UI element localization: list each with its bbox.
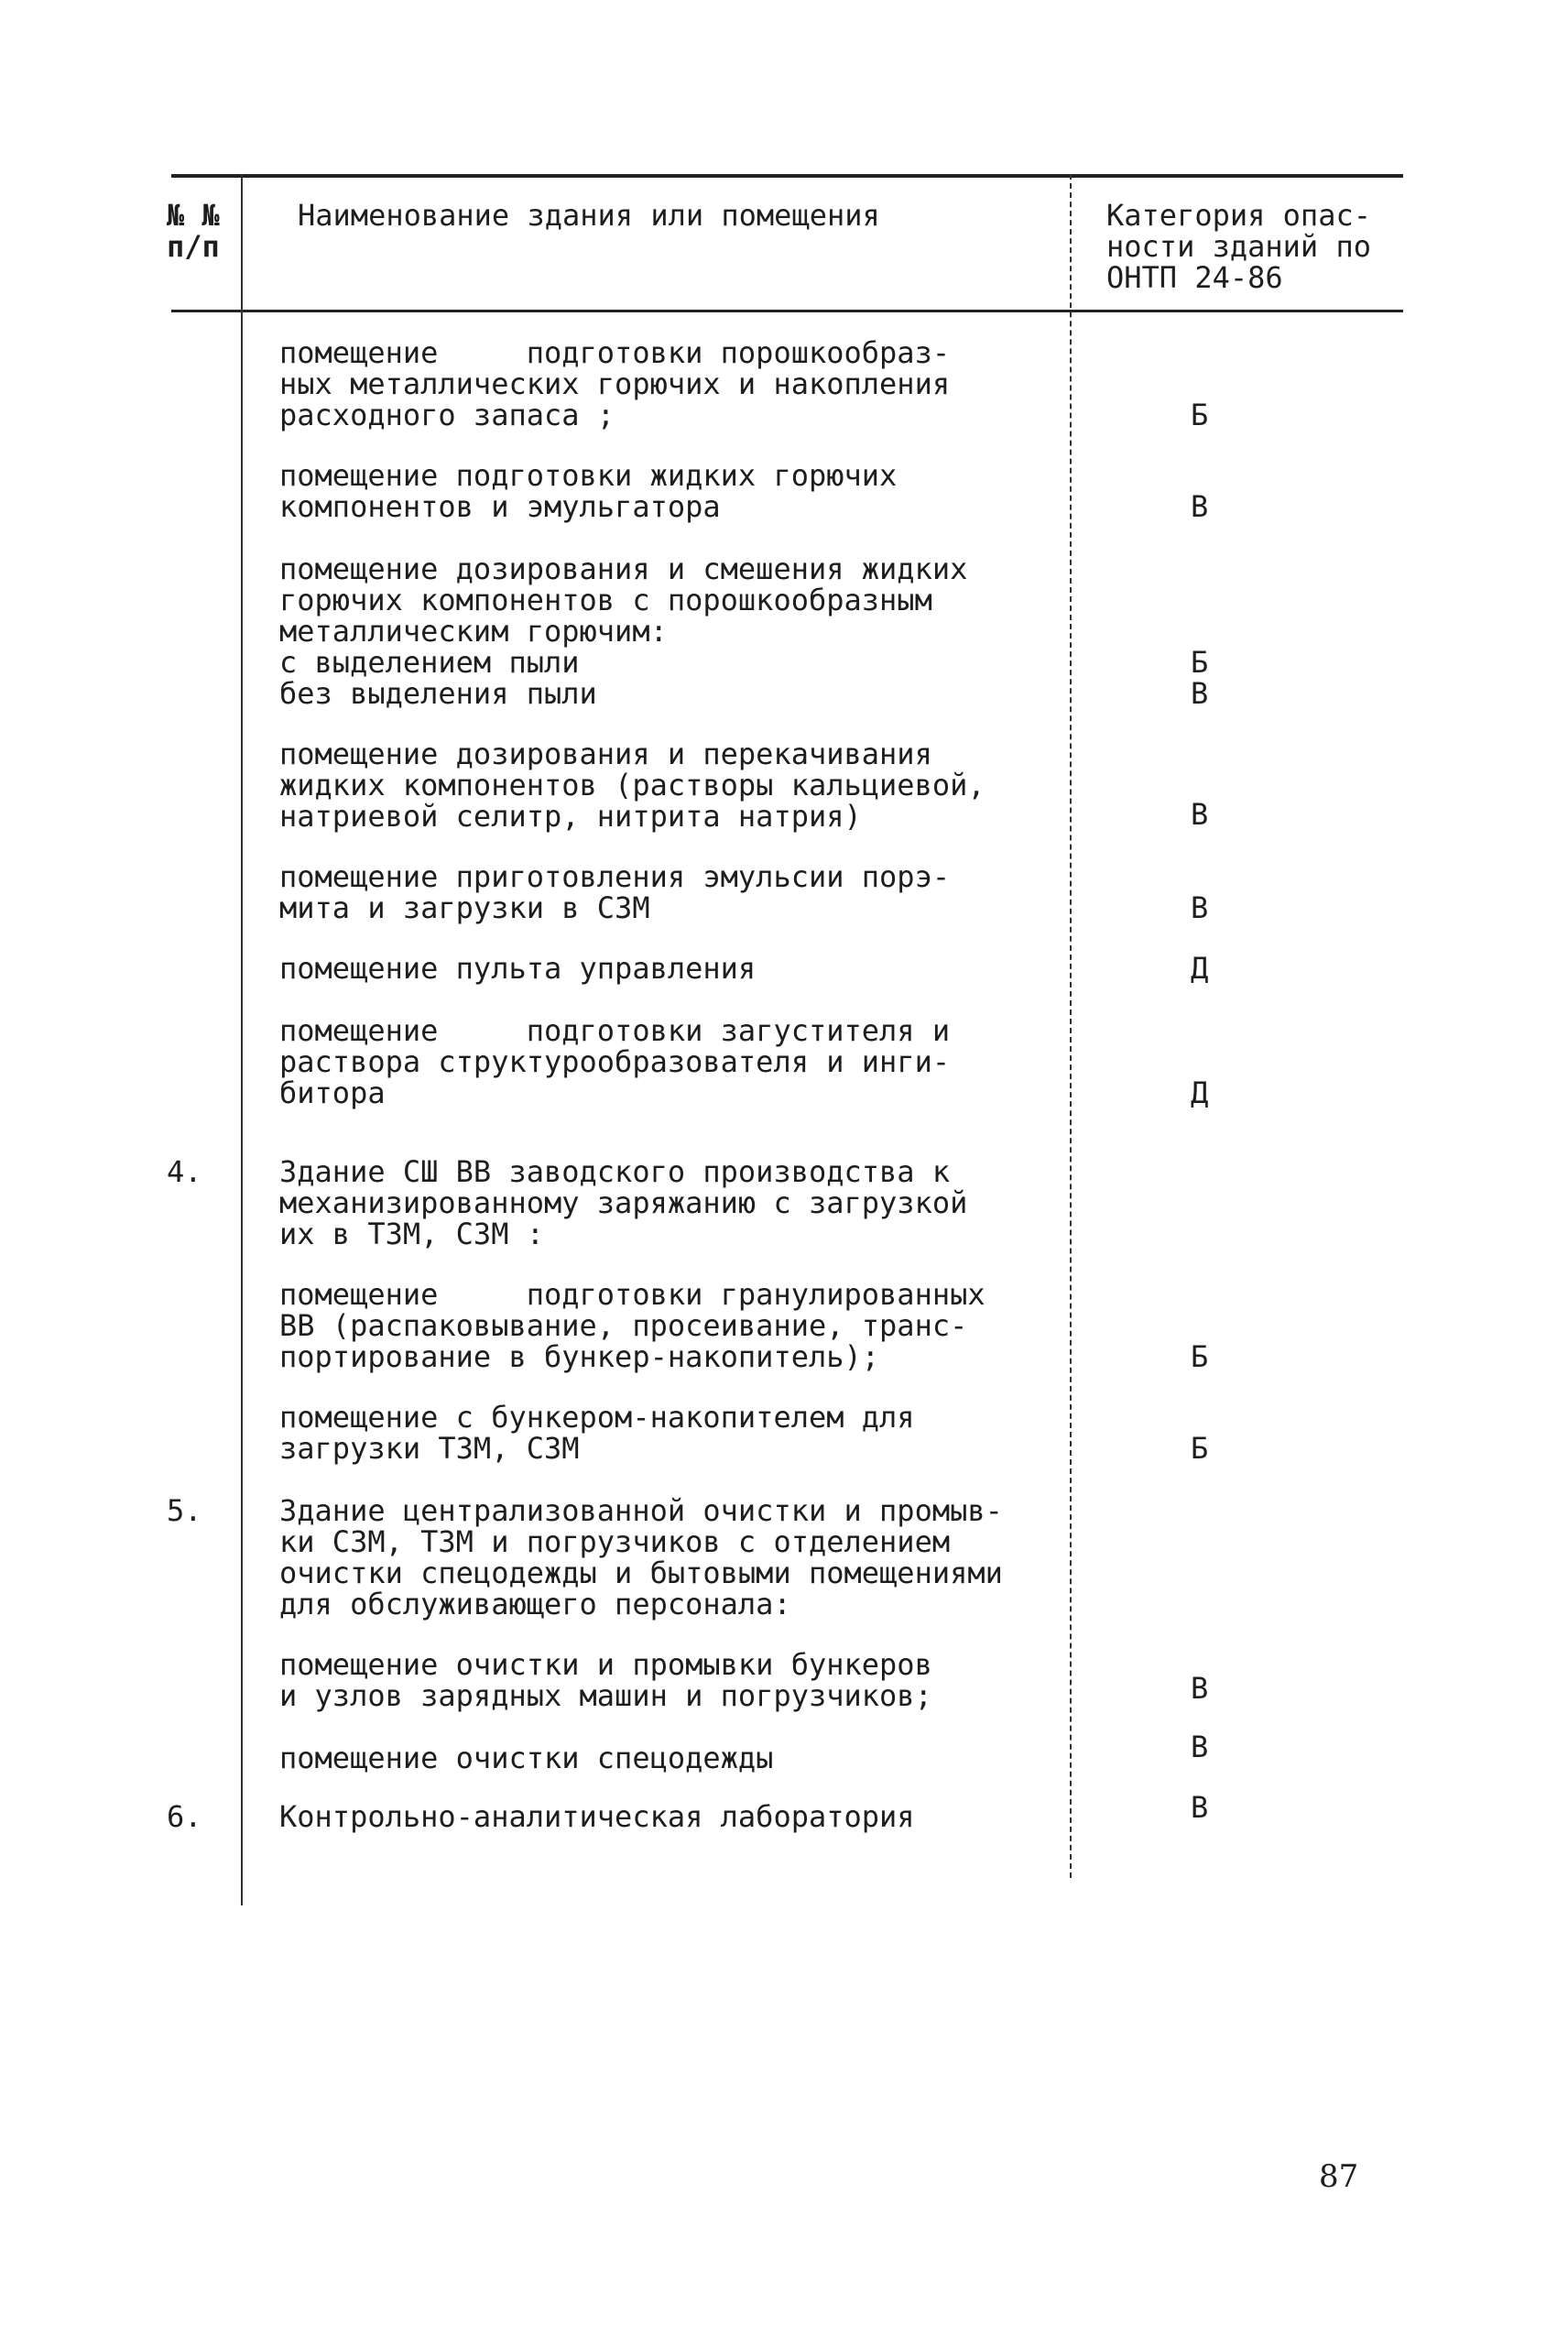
row-category: Б В bbox=[1191, 645, 1209, 711]
row-name: помещение подготовки порошкообраз- ных металлических горючих и накопления расходного запаса ; bbox=[279, 335, 951, 432]
row-name: Здание СШ ВВ заводского производства к механизированному заряжанию с загрузкой их в ТЗМ, СЗМ : bbox=[279, 1154, 968, 1251]
header-name-column: Наименование здания или помещения bbox=[298, 198, 880, 233]
row-name: Здание централизованной очистки и промыв- ки СЗМ, ТЗМ и погрузчиков с отделением очистки спецодежды и бытовыми помещениями для обслуживающего персонала: bbox=[279, 1493, 1003, 1621]
row-category: Д bbox=[1191, 1075, 1209, 1110]
row-category: В bbox=[1191, 1671, 1209, 1706]
column-divider-right bbox=[1070, 174, 1072, 1878]
table-top-rule bbox=[171, 174, 1403, 178]
row-category: Б bbox=[1191, 1339, 1209, 1374]
row-category: В bbox=[1191, 797, 1209, 832]
header-category-column: Категория опас- ности зданий по ОНТП 24-86 bbox=[1106, 198, 1371, 295]
row-category: Б bbox=[1191, 1431, 1209, 1466]
page-number: 87 bbox=[1319, 2158, 1359, 2195]
row-name: помещение пульта управления bbox=[279, 951, 757, 986]
row-name: помещение подготовки гранулированных ВВ (распаковывание, просеивание, транс- портирование в бункер-накопитель); bbox=[279, 1277, 985, 1374]
row-name: помещение очистки спецодежды bbox=[279, 1741, 774, 1775]
row-category: Д bbox=[1191, 951, 1209, 986]
row-category: В bbox=[1191, 489, 1209, 524]
row-name: помещение приготовления эмульсии порэ- мита и загрузки в СЗМ bbox=[279, 859, 951, 925]
row-number: 4. bbox=[167, 1154, 202, 1189]
header-separator-rule bbox=[171, 310, 1403, 312]
row-name: помещение дозирования и перекачивания жидких компонентов (растворы кальциевой, натриевой селитр, нитрита натрия) bbox=[279, 737, 985, 834]
column-divider-left bbox=[241, 174, 243, 1905]
row-category: В bbox=[1191, 1790, 1209, 1825]
row-name: помещение подготовки загустителя и раствора структурообразователя и инги- битора bbox=[279, 1013, 951, 1110]
row-category: В bbox=[1191, 1730, 1209, 1764]
row-name: Контрольно-аналитическая лаборатория bbox=[279, 1799, 915, 1834]
row-category: В bbox=[1191, 890, 1209, 925]
row-number: 5. bbox=[167, 1493, 202, 1528]
row-name: помещение очистки и промывки бункеров и узлов зарядных машин и погрузчиков; bbox=[279, 1647, 932, 1713]
row-name: помещение подготовки жидких горючих компонентов и эмульгатора bbox=[279, 458, 898, 524]
row-category: Б bbox=[1191, 398, 1209, 432]
row-name: помещение с бункером-накопителем для загрузки ТЗМ, СЗМ bbox=[279, 1400, 915, 1466]
row-number: 6. bbox=[167, 1799, 202, 1834]
header-number-column: № № п/п bbox=[167, 198, 220, 264]
row-name: помещение дозирования и смешения жидких горючих компонентов с порошкообразным металлическим горючим: с выделением пыли без выделения пыли bbox=[279, 551, 968, 711]
